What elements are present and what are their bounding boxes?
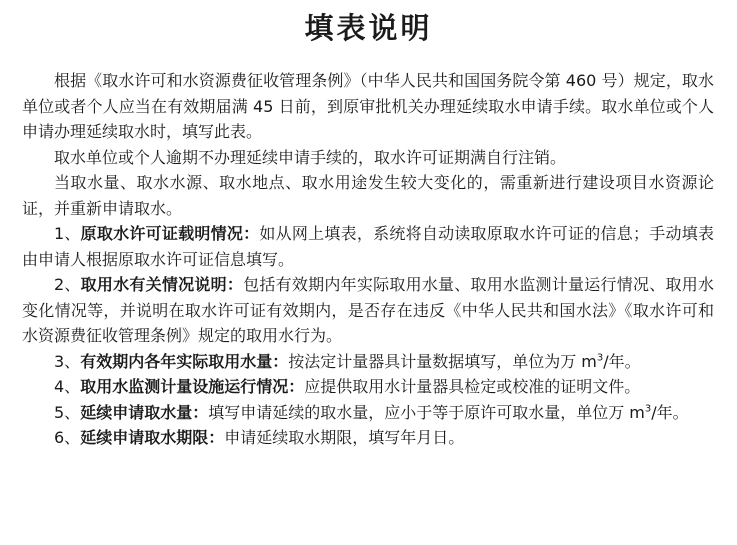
instruction-item-2 xyxy=(22,272,714,349)
item-heading: 延续申请取水量： xyxy=(80,402,209,422)
item-heading: 有效期内各年实际取用水量： xyxy=(80,351,289,371)
item-heading: 取用水监测计量设施运行情况： xyxy=(80,377,305,396)
intro-paragraph-3: 当取水量、取水水源、取水地点、取水用途发生较大变化的，需重新进行建设项目水资源论证，并重新申请取水。 xyxy=(22,173,714,218)
item-heading: 原取水许可证载明情况： xyxy=(80,224,260,243)
intro-paragraph-2: 取水单位或个人逾期不办理延续申请手续的，取水许可证期满自行注销。 xyxy=(54,147,567,167)
instruction-item-1 xyxy=(22,221,714,272)
item-number: 2、 xyxy=(54,275,81,294)
item-text-tail: /年。 xyxy=(651,402,689,422)
item-text: 应提供取用水计量器具检定或校准的证明文件。 xyxy=(304,377,641,396)
document-body xyxy=(22,68,714,451)
item-text: 填写申请延续的取水量，应小于等于原许可取水量，单位万 m xyxy=(208,402,645,422)
superscript-3: 3 xyxy=(644,403,652,415)
item-text: 申请延续取水期限，填写年月日。 xyxy=(224,428,465,447)
item-number: 5、 xyxy=(54,402,81,422)
intro-paragraph-1: 根据《取水许可和水资源费征收管理条例》（中华人民共和国国务院令第 460 号）规定，取水单位或者个人应当在有效期届满 45 日前，到原审批机关办理延续取水申请手续。取水单位或个人申请办理延续取水时，填写此表。 xyxy=(22,71,714,141)
item-text: 按法定计量器具计量数据填写，单位为万 m xyxy=(288,351,597,371)
item-heading: 延续申请取水期限： xyxy=(80,428,225,447)
item-number: 1、 xyxy=(54,224,81,243)
item-text: 包括有效期内年实际取用水量、取用水监测计量运行情况、取用水变化情况等，并说明在取水许可证有效期内，是否存在违反《中华人民共和国水法》《取水许可和水资源费征收管理条例》规定的取用水行为。 xyxy=(22,275,714,345)
item-text-tail: /年。 xyxy=(603,351,641,371)
item-number: 6、 xyxy=(54,428,81,447)
item-number: 4、 xyxy=(54,377,81,396)
item-heading: 取用水有关情况说明： xyxy=(80,275,244,294)
instruction-item-5 xyxy=(22,400,714,426)
page-title: 填表说明 xyxy=(304,11,433,45)
item-number: 3、 xyxy=(54,351,81,371)
instruction-item-6 xyxy=(22,425,714,451)
instruction-item-3 xyxy=(22,349,714,375)
item-text: 如从网上填表，系统将自动读取原取水许可证的信息；手动填表由申请人根据原取水许可证信息填写。 xyxy=(22,224,714,269)
instruction-item-4 xyxy=(22,374,714,400)
superscript-3: 3 xyxy=(596,352,604,364)
